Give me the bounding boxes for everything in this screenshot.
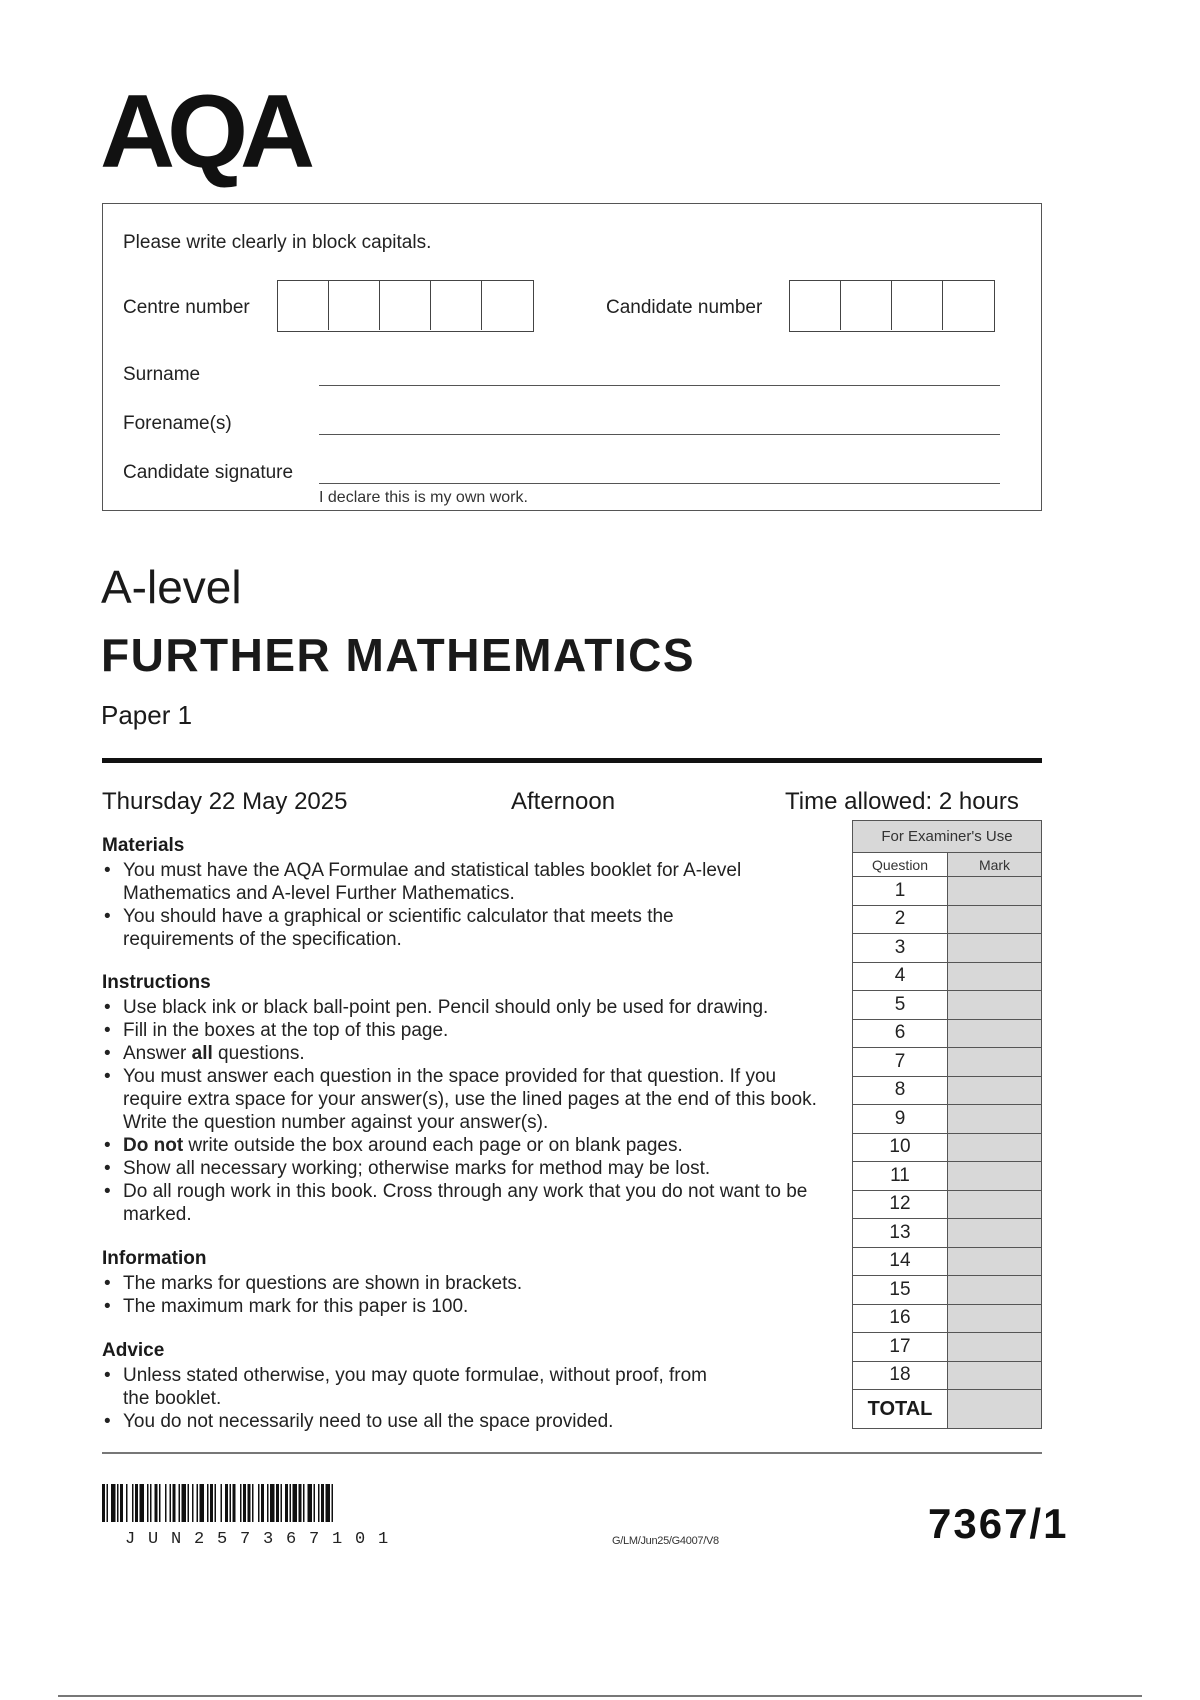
candidate-number-boxes[interactable]: [789, 280, 995, 332]
candidate-digit-box[interactable]: [943, 281, 994, 330]
barcode-bar: [155, 1484, 158, 1522]
advice-heading: Advice: [102, 1340, 165, 1361]
barcode-bar: [299, 1484, 302, 1522]
title-divider: [102, 758, 1042, 763]
barcode-bar: [326, 1484, 331, 1522]
barcode-bar: [233, 1484, 236, 1522]
barcode-bar: [159, 1484, 161, 1522]
instructions-item: • Use black ink or black ball-point pen. Pencil should only be used for drawing.: [102, 996, 822, 1019]
instruction-text: write outside the box around each page or on blank pages.: [183, 1135, 683, 1156]
barcode-bar: [140, 1484, 145, 1522]
question-row: [853, 1333, 1042, 1362]
barcode-bar: [179, 1484, 181, 1522]
block-capitals-instruction: Please write clearly in block capitals.: [123, 232, 432, 253]
question-row: [853, 1133, 1042, 1162]
question-row: [853, 1019, 1042, 1048]
instructions-item: [102, 1042, 822, 1065]
paper-code: 7367/1: [928, 1500, 1069, 1547]
examiner-use-table: [852, 820, 1042, 1429]
mark-cell: [948, 1162, 1042, 1191]
instruction-emphasis: Do not: [123, 1135, 184, 1156]
centre-digit-box[interactable]: [482, 281, 533, 330]
total-label: TOTAL: [853, 1390, 948, 1429]
exam-session: Afternoon: [511, 788, 616, 815]
instructions-item: • Fill in the boxes at the top of this page.: [102, 1019, 822, 1042]
question-number: 17: [853, 1333, 948, 1362]
advice-item: • You do not necessarily need to use all the space provided.: [102, 1410, 722, 1433]
materials-item: • You must have the AQA Formulae and statistical tables booklet for A-level Mathematics and A-level Further Mathematics.: [102, 859, 742, 905]
mark-cell: [948, 1276, 1042, 1305]
barcode-bar: [267, 1484, 269, 1522]
mark-cell: [948, 1133, 1042, 1162]
question-row: [853, 1162, 1042, 1191]
barcode-bar: [290, 1484, 292, 1522]
barcode-number: JUN257367101: [125, 1530, 402, 1549]
surname-label: Surname: [123, 364, 201, 385]
centre-digit-box[interactable]: [431, 281, 482, 330]
instructions-item: • You must answer each question in the space provided for that question. If you require extra space for your answer(s), use the lined pages at the end of this book. Write the question number against your answer(s).: [102, 1065, 822, 1134]
question-column-header: Question: [853, 853, 948, 877]
question-rows: [853, 877, 1042, 1390]
barcode-bar: [258, 1484, 260, 1522]
candidate-digit-box[interactable]: [841, 281, 892, 330]
instruction-emphasis: all: [191, 1043, 213, 1064]
question-number: 7: [853, 1048, 948, 1077]
question-row: [853, 905, 1042, 934]
barcode-icon: [102, 1484, 456, 1522]
barcode-bar: [303, 1484, 305, 1522]
subject-title: FURTHER MATHEMATICS: [101, 629, 696, 681]
question-number: 1: [853, 877, 948, 906]
mark-cell: [948, 877, 1042, 906]
barcode-bar: [321, 1484, 324, 1522]
barcode-bar: [102, 1484, 105, 1522]
information-item: • The marks for questions are shown in brackets.: [102, 1272, 742, 1295]
total-mark-cell: [948, 1390, 1042, 1429]
barcode-bar: [270, 1484, 275, 1522]
barcode-bar: [210, 1484, 213, 1522]
question-number: 12: [853, 1190, 948, 1219]
barcode-bar: [252, 1484, 254, 1522]
question-row: [853, 1247, 1042, 1276]
barcode-bar: [281, 1484, 283, 1522]
instructions-heading: Instructions: [102, 972, 211, 993]
question-row: [853, 934, 1042, 963]
materials-section: [102, 835, 742, 951]
centre-digit-box[interactable]: [380, 281, 431, 330]
examiner-table-title: For Examiner's Use: [853, 821, 1042, 853]
qualification-level: A-level: [101, 561, 242, 613]
centre-digit-box[interactable]: [278, 281, 329, 330]
barcode-bar: [192, 1484, 194, 1522]
barcode-bar: [200, 1484, 205, 1522]
page-bottom-rule: [58, 1695, 1142, 1697]
question-row: [853, 1076, 1042, 1105]
forename-field[interactable]: [319, 434, 1000, 435]
paper-number: Paper 1: [101, 700, 193, 730]
candidate-digit-box[interactable]: [790, 281, 841, 330]
centre-digit-box[interactable]: [329, 281, 380, 330]
barcode-bar: [243, 1484, 246, 1522]
barcode-bar: [150, 1484, 152, 1522]
advice-item: • Unless stated otherwise, you may quote formulae, without proof, from the booklet.: [102, 1364, 722, 1410]
time-allowed: Time allowed: 2 hours: [785, 788, 1019, 815]
question-number: 6: [853, 1019, 948, 1048]
question-number: 11: [853, 1162, 948, 1191]
instruction-text: questions.: [212, 1043, 305, 1064]
candidate-digit-box[interactable]: [892, 281, 943, 330]
barcode-bar: [332, 1484, 334, 1522]
question-row: [853, 1276, 1042, 1305]
barcode-bar: [318, 1484, 320, 1522]
mark-cell: [948, 1333, 1042, 1362]
barcode-bar: [188, 1484, 190, 1522]
barcode-bar: [276, 1484, 279, 1522]
mark-cell: [948, 1019, 1042, 1048]
question-number: 5: [853, 991, 948, 1020]
barcode-bar: [120, 1484, 123, 1522]
mark-cell: [948, 1076, 1042, 1105]
barcode-bar: [170, 1484, 172, 1522]
question-row: [853, 1048, 1042, 1077]
information-heading: Information: [102, 1248, 207, 1269]
question-row: [853, 1304, 1042, 1333]
advice-section: [102, 1340, 722, 1433]
barcode-bar: [261, 1484, 264, 1522]
instructions-section: [102, 972, 822, 1226]
barcode-bar: [248, 1484, 251, 1522]
centre-number-label: Centre number: [123, 297, 250, 318]
question-row: [853, 1219, 1042, 1248]
mark-cell: [948, 1361, 1042, 1390]
information-item: • The maximum mark for this paper is 100.: [102, 1295, 742, 1318]
barcode-bar: [111, 1484, 116, 1522]
barcode-bar: [173, 1484, 176, 1522]
centre-number-boxes[interactable]: [277, 280, 534, 332]
question-number: 9: [853, 1105, 948, 1134]
declaration-text: I declare this is my own work.: [319, 489, 528, 506]
materials-heading: Materials: [102, 835, 185, 856]
question-row: [853, 962, 1042, 991]
aqa-logo: AQA: [100, 74, 308, 190]
barcode-bar: [182, 1484, 187, 1522]
question-number: 18: [853, 1361, 948, 1390]
barcode-bar: [207, 1484, 209, 1522]
mark-cell: [948, 934, 1042, 963]
mark-cell: [948, 1048, 1042, 1077]
question-row: [853, 877, 1042, 906]
question-row: [853, 991, 1042, 1020]
barcode-bar: [240, 1484, 242, 1522]
barcode-bar: [135, 1484, 138, 1522]
surname-field[interactable]: [319, 385, 1000, 386]
information-section: [102, 1248, 742, 1318]
instructions-item: • Show all necessary working; otherwise marks for method may be lost.: [102, 1157, 822, 1180]
candidate-details-box: [102, 203, 1042, 511]
barcode-bar: [215, 1484, 217, 1522]
question-number: 3: [853, 934, 948, 963]
question-number: 4: [853, 962, 948, 991]
question-number: 14: [853, 1247, 948, 1276]
question-number: 15: [853, 1276, 948, 1305]
signature-label: Candidate signature: [123, 462, 294, 483]
reference-code: G/LM/Jun25/G4007/V8: [612, 1535, 719, 1547]
barcode-bar: [221, 1484, 223, 1522]
barcode-bar: [314, 1484, 316, 1522]
instructions-item: • Do all rough work in this book. Cross through any work that you do not want to be marked.: [102, 1180, 822, 1226]
barcode-bar: [132, 1484, 134, 1522]
barcode-bar: [197, 1484, 199, 1522]
barcode-bar: [147, 1484, 149, 1522]
exam-date: Thursday 22 May 2025: [102, 788, 348, 815]
barcode-bar: [117, 1484, 119, 1522]
barcode-bar: [308, 1484, 313, 1522]
mark-cell: [948, 1190, 1042, 1219]
mark-cell: [948, 1247, 1042, 1276]
barcode-bar: [225, 1484, 228, 1522]
question-number: 10: [853, 1133, 948, 1162]
question-row: [853, 1361, 1042, 1390]
barcode-bar: [230, 1484, 232, 1522]
materials-item: • You should have a graphical or scientific calculator that meets the requirements of the specification.: [102, 905, 742, 951]
barcode-bar: [293, 1484, 298, 1522]
mark-cell: [948, 1105, 1042, 1134]
mark-column-header: Mark: [948, 853, 1042, 877]
footer-divider: [102, 1452, 1042, 1454]
candidate-number-label: Candidate number: [606, 297, 763, 318]
question-number: 13: [853, 1219, 948, 1248]
instruction-text: Answer: [123, 1043, 192, 1064]
barcode-bar: [107, 1484, 109, 1522]
question-number: 2: [853, 905, 948, 934]
mark-cell: [948, 905, 1042, 934]
mark-cell: [948, 1304, 1042, 1333]
question-row: [853, 1190, 1042, 1219]
question-number: 16: [853, 1304, 948, 1333]
mark-cell: [948, 1219, 1042, 1248]
mark-cell: [948, 991, 1042, 1020]
question-row: [853, 1105, 1042, 1134]
barcode-bar: [285, 1484, 288, 1522]
forename-label: Forename(s): [123, 413, 232, 434]
instructions-item: [102, 1134, 822, 1157]
barcode-bar: [126, 1484, 128, 1522]
question-number: 8: [853, 1076, 948, 1105]
barcode-bar: [165, 1484, 167, 1522]
mark-cell: [948, 962, 1042, 991]
signature-field[interactable]: [319, 483, 1000, 484]
